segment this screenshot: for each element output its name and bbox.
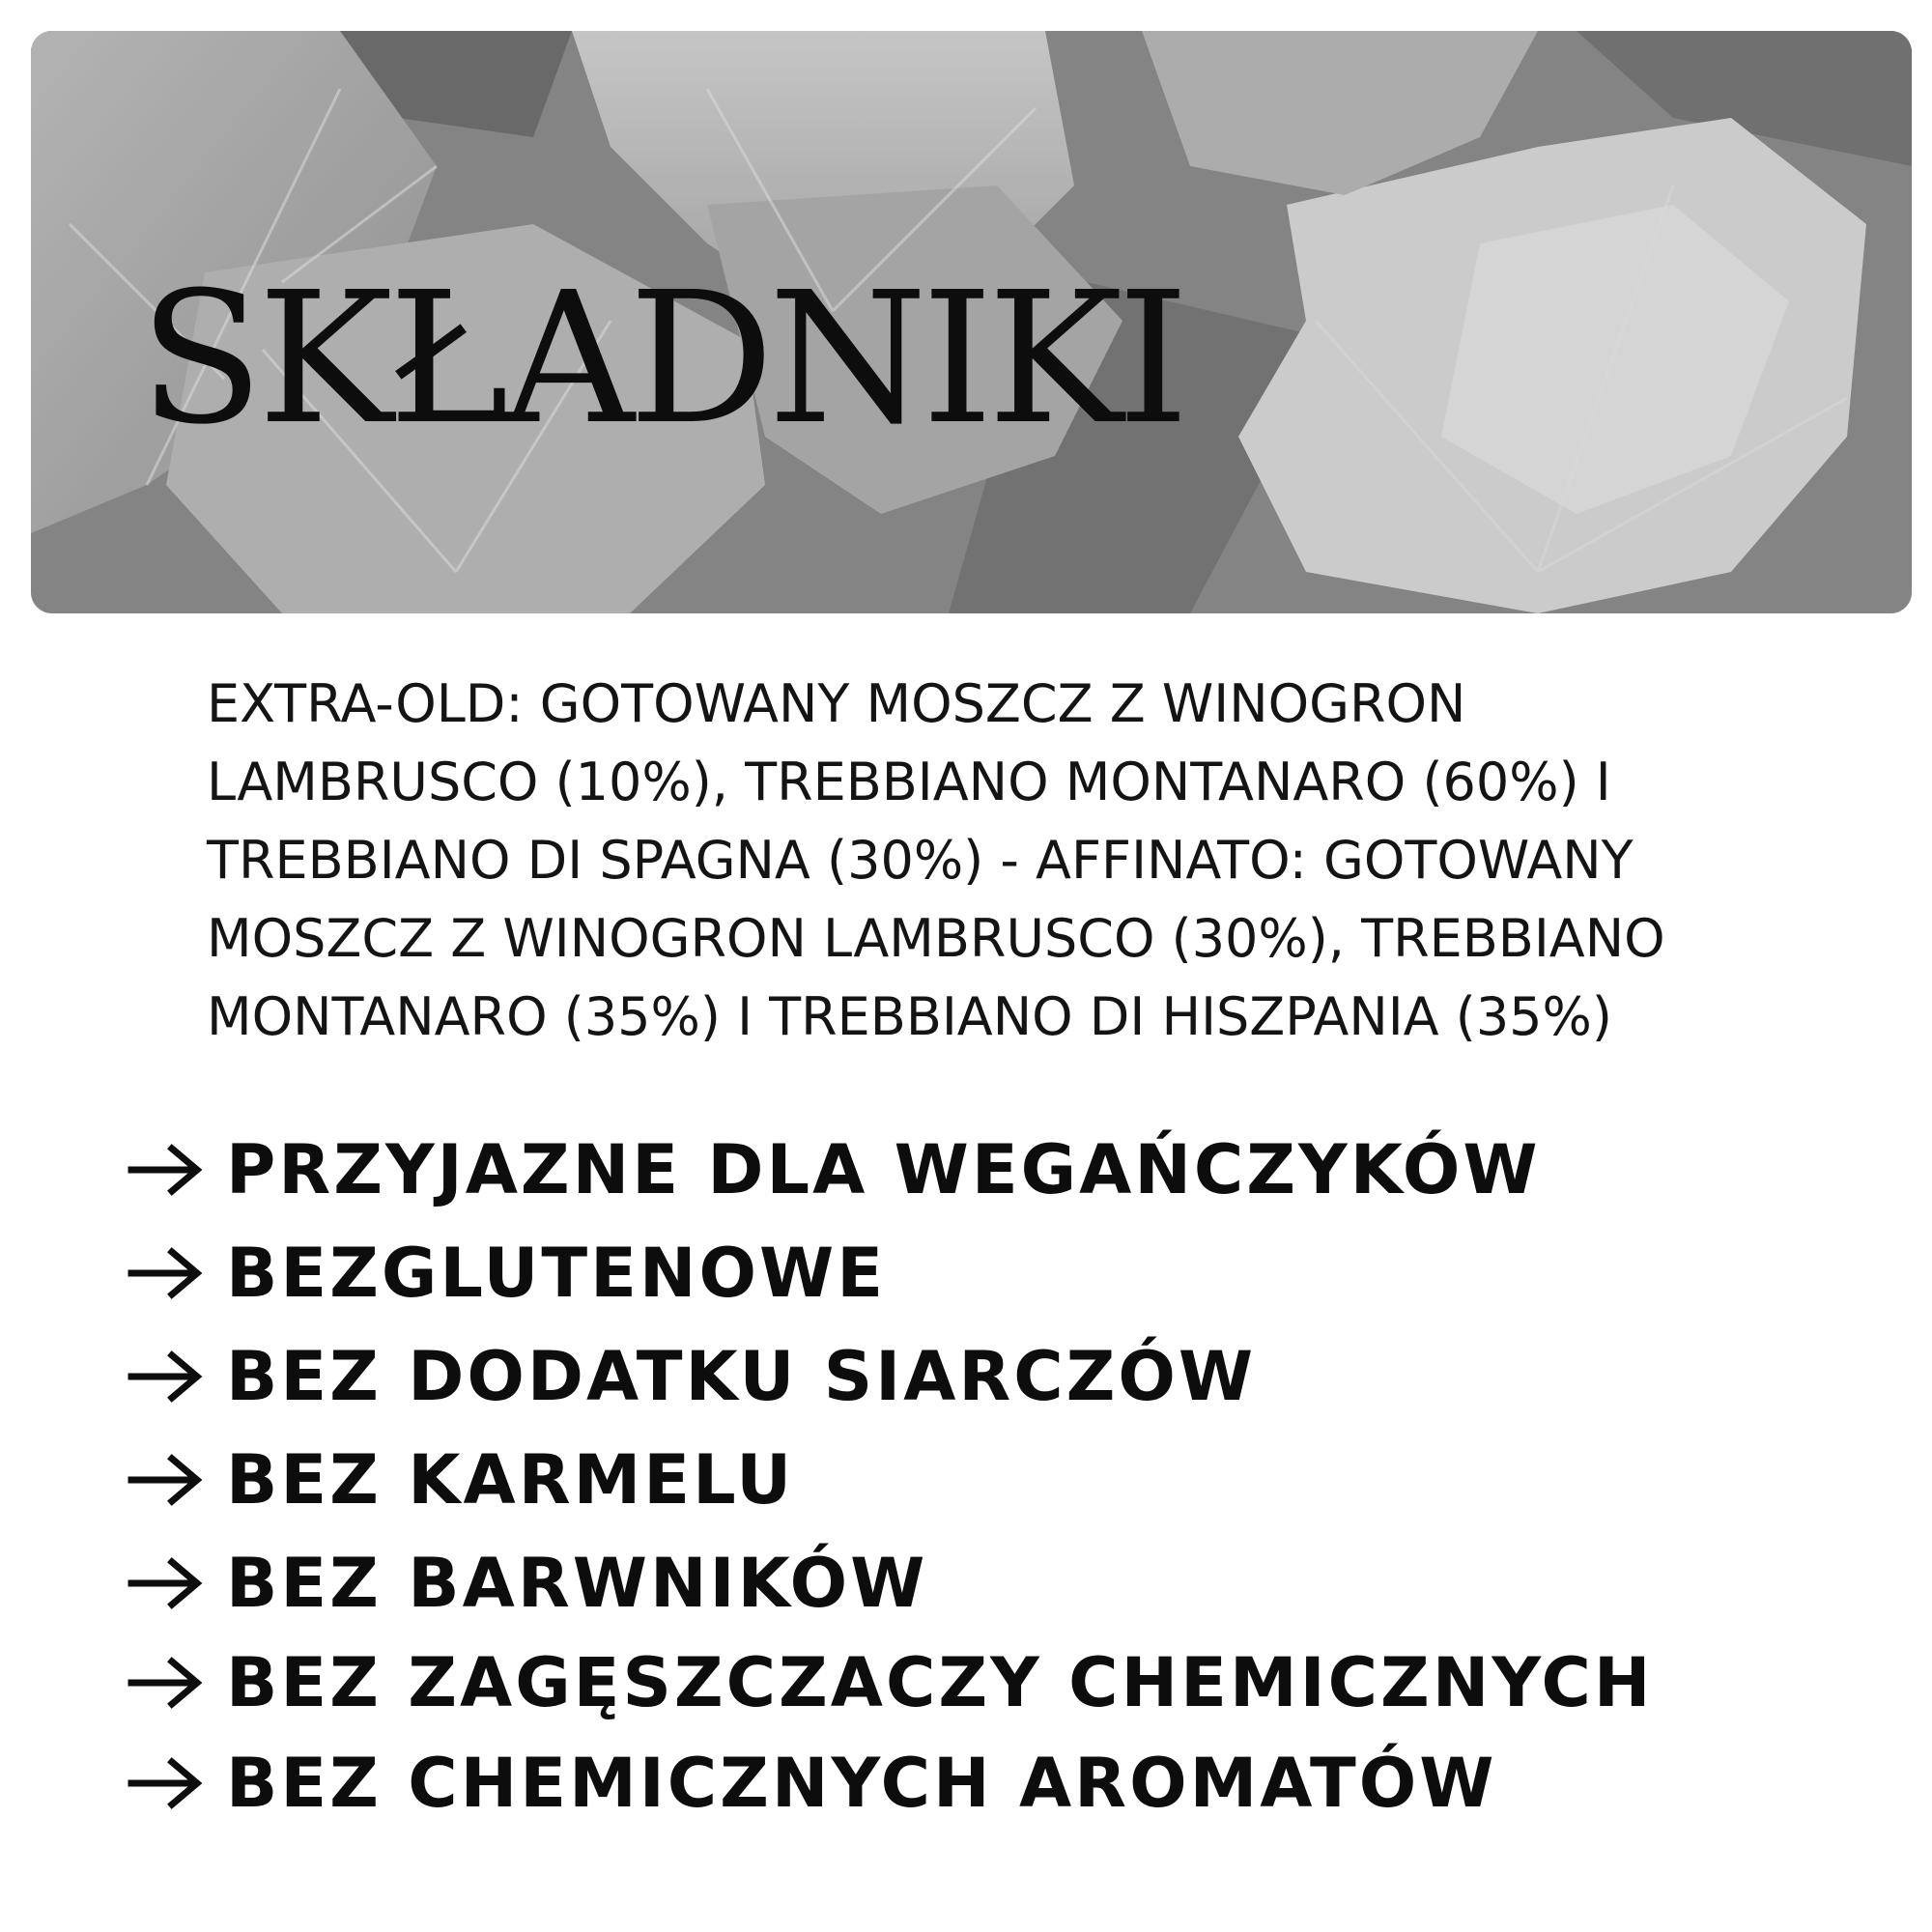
arrow-right-icon <box>128 1754 205 1812</box>
header-banner <box>31 31 1912 613</box>
page-title: SKŁADNIKI <box>139 253 1183 465</box>
claim-item <box>128 1731 1654 1834</box>
ingredients-description: EXTRA-OLD: GOTOWANY MOSZCZ Z WINOGRON LAMBRUSCO (10%), TREBBIANO MONTANARO (60%) I TREBBIANO DI SPAGNA (30%) - AFFINATO: GOTOWANY MOSZCZ Z WINOGRON LAMBRUSCO (30%), TREBBIANO MONTANARO (35%) I TREBBIANO DI HISZPANIA (35%) <box>207 673 1665 1047</box>
arrow-right-icon <box>128 1654 205 1712</box>
claim-label: BEZ KARMELU <box>226 1439 795 1520</box>
arrow-right-icon <box>128 1348 205 1406</box>
claims-list <box>128 1118 1654 1834</box>
claim-label: BEZ CHEMICZNYCH AROMATÓW <box>226 1743 1497 1823</box>
claim-item <box>128 1118 1654 1221</box>
claim-label: BEZ ZAGĘSZCZACZY CHEMICZNYCH <box>226 1643 1654 1722</box>
claim-item <box>128 1221 1654 1324</box>
claim-item <box>128 1531 1654 1634</box>
arrow-right-icon <box>128 1554 205 1612</box>
claim-item <box>128 1324 1654 1428</box>
claim-item <box>128 1428 1654 1531</box>
arrow-right-icon <box>128 1451 205 1509</box>
claim-label: BEZ BARWNIKÓW <box>226 1543 928 1623</box>
claim-item <box>128 1634 1654 1731</box>
claim-label: BEZ DODATKU SIARCZÓW <box>226 1336 1257 1416</box>
claim-label: BEZGLUTENOWE <box>226 1233 887 1313</box>
arrow-right-icon <box>128 1244 205 1302</box>
arrow-right-icon <box>128 1141 205 1199</box>
claim-label: PRZYJAZNE DLA WEGAŃCZYKÓW <box>226 1129 1541 1209</box>
